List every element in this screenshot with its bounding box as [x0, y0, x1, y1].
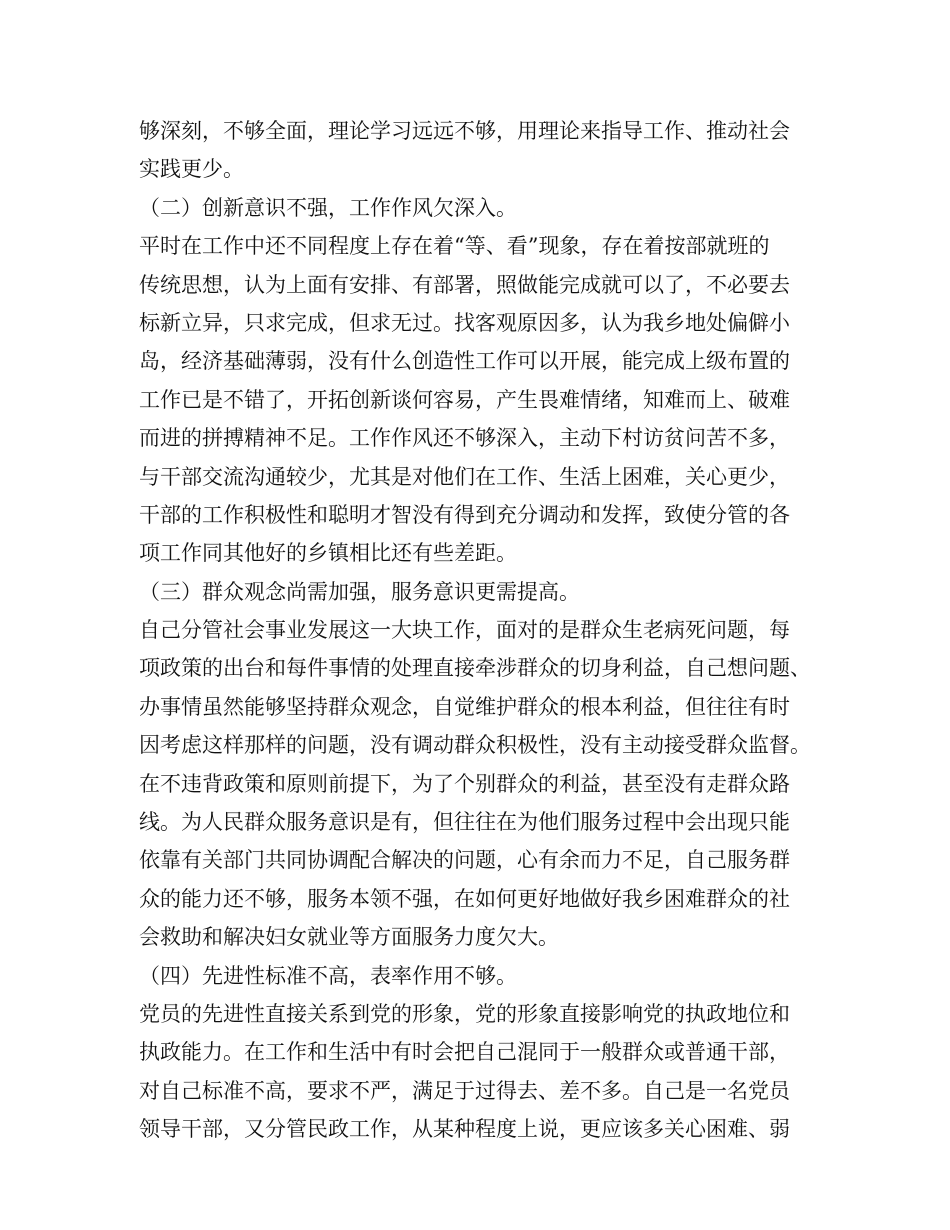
text-line: 项政策的出台和每件事情的处理直接牵涉群众的切身利益，自己想问题、 [139, 656, 811, 681]
text-line: 执政能力。在工作和生活中有时会把自己混同于一般群众或普通干部， [139, 1040, 790, 1065]
text-line: 工作已是不错了，开拓创新谈何容易，产生畏难情绪，知难而上、破难 [139, 387, 790, 412]
body-text [139, 112, 829, 1149]
text-line: 与干部交流沟通较少，尤其是对他们在工作、生活上困难，关心更少， [139, 464, 790, 489]
section-heading: （二）创新意识不强，工作作风欠深入。 [139, 195, 517, 220]
section-heading: （四）先进性标准不高，表率作用不够。 [139, 963, 517, 988]
text-line: 岛，经济基础薄弱，没有什么创造性工作可以开展，能完成上级布置的 [139, 349, 790, 374]
text-line: 线。为人民群众服务意识是有，但往往在为他们服务过程中会出现只能 [139, 810, 790, 835]
text-line: 干部的工作积极性和聪明才智没有得到充分调动和发挥，致使分管的各 [139, 502, 790, 527]
text-line: 众的能力还不够，服务本领不强，在如何更好地做好我乡困难群众的社 [139, 886, 790, 911]
text-line: 在不违背政策和原则前提下，为了个别群众的利益，甚至没有走群众路 [139, 771, 790, 796]
text-line: 平时在工作中还不同程度上存在着“等、看”现象，存在着按部就班的 [139, 234, 770, 259]
text-line: 办事情虽然能够坚持群众观念，自觉维护群众的根本利益，但往往有时 [139, 694, 790, 719]
text-line: 项工作同其他好的乡镇相比还有些差距。 [139, 541, 517, 566]
text-line: 而进的拼搏精神不足。工作作风还不够深入，主动下村访贫问苦不多， [139, 426, 790, 451]
text-line: 领导干部，又分管民政工作，从某种程度上说，更应该多关心困难、弱 [139, 1117, 790, 1142]
text-line: 因考虑这样那样的问题，没有调动群众积极性，没有主动接受群众监督。 [139, 733, 811, 758]
text-line: 传统思想，认为上面有安排、有部署，照做能完成就可以了，不必要去 [139, 272, 790, 297]
text-line: 依靠有关部门共同协调配合解决的问题，心有余而力不足，自己服务群 [139, 848, 790, 873]
text-line: 对自己标准不高，要求不严，满足于过得去、差不多。自己是一名党员 [139, 1078, 790, 1103]
section-heading: （三）群众观念尚需加强，服务意识更需提高。 [139, 579, 580, 604]
text-line: 实践更少。 [139, 157, 244, 182]
text-line: 会救助和解决妇女就业等方面服务力度欠大。 [139, 925, 559, 950]
text-line: 自己分管社会事业发展这一大块工作，面对的是群众生老病死问题，每 [139, 618, 790, 643]
text-line: 够深刻，不够全面，理论学习远远不够，用理论来指导工作、推动社会 [139, 119, 790, 143]
text-line: 党员的先进性直接关系到党的形象，党的形象直接影响党的执政地位和 [139, 1001, 790, 1026]
text-line: 标新立异，只求完成，但求无过。找客观原因多，认为我乡地处偏僻小 [139, 310, 790, 335]
